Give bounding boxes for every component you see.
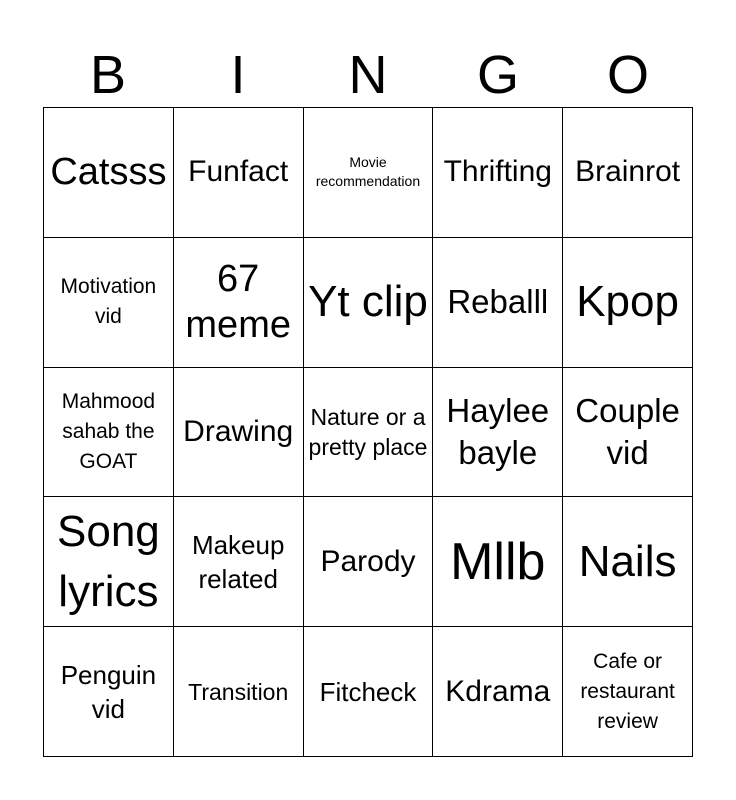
cell-label: 67 meme [185,258,291,347]
bingo-cell-2-4[interactable] [433,238,563,368]
cell-label: Makeup related [191,529,285,594]
cell-label: Haylee bayle [446,391,550,471]
bingo-cell-4-2[interactable] [174,497,304,627]
header-letter-i: I [230,45,246,105]
bingo-cell-5-3[interactable] [304,627,434,757]
bingo-cell-1-2[interactable] [174,108,304,238]
bingo-cell-2-1[interactable] [44,238,174,368]
cell-label: Movie recommendation [315,154,421,190]
header-letter-b: B [89,45,127,105]
header-letter-g: G [476,45,519,105]
cell-label: Yt clip [308,277,428,327]
bingo-cell-2-2[interactable] [174,238,304,368]
bingo-cell-3-1[interactable] [44,368,174,498]
cell-label: Brainrot [575,155,681,189]
bingo-cell-5-2[interactable] [174,627,304,757]
cell-label: Drawing [183,414,294,448]
cell-label: Cafe or restaurant review [580,649,675,733]
cell-label: Nature or a pretty place [308,403,428,460]
bingo-cell-5-1[interactable] [44,627,174,757]
bingo-cell-5-5[interactable] [563,627,693,757]
bingo-cell-4-1[interactable] [44,497,174,627]
bingo-cell-3-5[interactable] [563,368,693,498]
cell-label: Nails [578,536,677,586]
bingo-cell-3-2[interactable] [174,368,304,498]
bingo-grid [43,107,693,757]
cell-label: Reballl [447,283,549,321]
cell-label: Kpop [576,277,679,327]
bingo-cell-1-1[interactable] [44,108,174,238]
cell-label: Parody [320,544,416,578]
bingo-cell-4-4[interactable] [433,497,563,627]
cell-label: Catsss [50,151,167,194]
cell-label: Kdrama [445,674,551,708]
header-letter-o: O [606,45,649,105]
bingo-header [43,42,693,108]
cell-label: Couple vid [575,391,680,471]
cell-label: Funfact [188,155,289,189]
cell-label: Penguin vid [60,659,157,724]
cell-label: Motivation vid [60,275,157,329]
bingo-cell-1-3[interactable] [304,108,434,238]
cell-label: Transition [188,678,289,705]
cell-label: Thrifting [443,155,552,189]
bingo-cell-3-3[interactable] [304,368,434,498]
bingo-cell-1-4[interactable] [433,108,563,238]
bingo-cell-5-4[interactable] [433,627,563,757]
cell-label: Song lyrics [57,506,160,616]
bingo-cell-2-5[interactable] [563,238,693,368]
bingo-cell-4-3[interactable] [304,497,434,627]
bingo-cell-3-4[interactable] [433,368,563,498]
cell-label: Mllb [450,532,546,591]
cell-label: Fitcheck [319,676,417,707]
cell-label: Mahmood sahab the GOAT [61,389,156,473]
bingo-cell-1-5[interactable] [563,108,693,238]
bingo-cell-4-5[interactable] [563,497,693,627]
header-letter-n: N [348,45,388,105]
bingo-cell-2-3[interactable] [304,238,434,368]
